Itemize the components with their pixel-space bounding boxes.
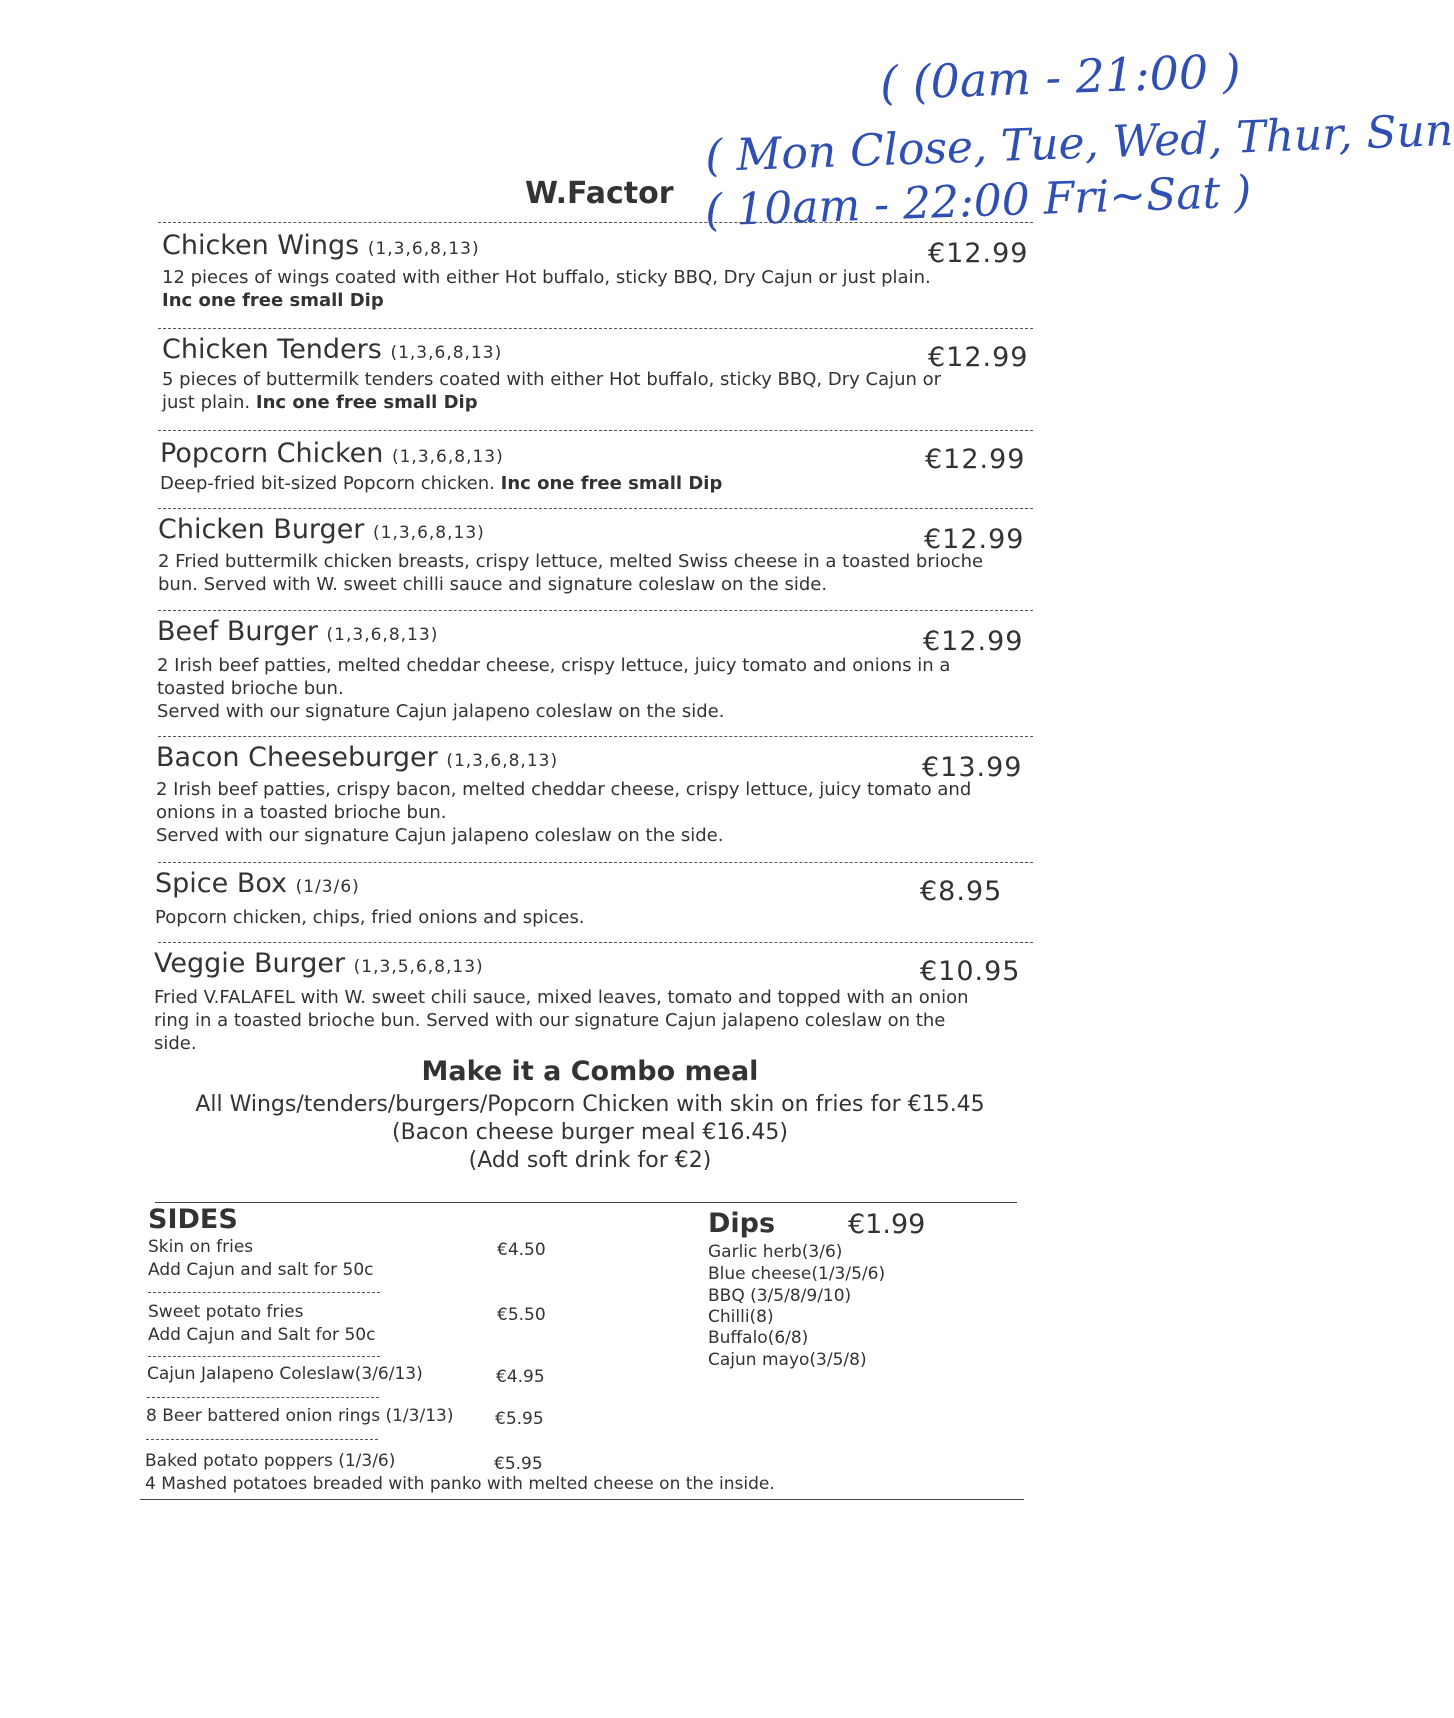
item-description: 2 Irish beef patties, crispy bacon, melted cheddar cheese, crispy lettuce, juicy tomato and onions in a toasted brioche bun. Served with our signature Cajun jalapeno coleslaw on the side. xyxy=(156,779,972,846)
dip-item: Chilli(8) xyxy=(708,1307,774,1327)
dip-item: BBQ (3/5/8/9/10) xyxy=(708,1286,852,1306)
item-price: €12.99 xyxy=(924,524,1025,555)
item-description: 2 Fried buttermilk chicken breasts, crispy lettuce, melted Swiss cheese in a toasted brioche bun. Served with W. sweet chilli sauce and signature coleslaw on the side. xyxy=(158,551,984,595)
divider xyxy=(158,430,1033,431)
combo-line-3: (Add soft drink for €2) xyxy=(468,1148,712,1173)
item-price: €13.99 xyxy=(922,752,1023,783)
dip-item: Buffalo(6/8) xyxy=(708,1328,809,1348)
dips-price: €1.99 xyxy=(848,1209,926,1240)
item-price: €12.99 xyxy=(928,238,1029,269)
divider xyxy=(158,508,1033,509)
side-note: Add Cajun and salt for 50c xyxy=(148,1260,374,1280)
side-divider xyxy=(148,1356,380,1357)
dip-item: Cajun mayo(3/5/8) xyxy=(708,1350,867,1370)
item-price: €12.99 xyxy=(928,342,1029,373)
handwritten-hours-line-1: ( (0am - 21:00 ) xyxy=(879,43,1242,111)
side-note: Add Cajun and Salt for 50c xyxy=(148,1325,376,1345)
side-divider xyxy=(146,1439,378,1440)
item-price: €8.95 xyxy=(920,876,1003,907)
allergen-codes: (1,3,6,8,13) xyxy=(367,239,480,259)
allergen-codes: (1,3,6,8,13) xyxy=(391,447,504,467)
menu-title: W.Factor xyxy=(525,176,674,211)
divider xyxy=(158,222,1033,223)
item-description: Fried V.FALAFEL with W. sweet chili sauce, mixed leaves, tomato and topped with an onion ring in a toasted brioche bun. Served with our signature Cajun jalapeno coleslaw on the side. xyxy=(154,987,969,1054)
item-name: Bacon Cheeseburger (1,3,6,8,13) xyxy=(156,742,559,773)
side-price: €5.50 xyxy=(497,1305,546,1325)
combo-line-2: (Bacon cheese burger meal €16.45) xyxy=(392,1120,788,1145)
side-name: Sweet potato fries xyxy=(148,1302,304,1322)
side-price: €4.50 xyxy=(497,1240,546,1260)
allergen-codes: (1,3,5,6,8,13) xyxy=(353,957,484,977)
side-divider xyxy=(147,1397,379,1398)
allergen-codes: (1,3,6,8,13) xyxy=(326,625,439,645)
side-name: Baked potato poppers (1/3/6) xyxy=(145,1451,396,1471)
handwritten-hours-line-3: ( 10am - 22:00 Fri~Sat ) xyxy=(704,166,1253,237)
side-name: 8 Beer battered onion rings (1/3/13) xyxy=(146,1406,454,1426)
side-price: €4.95 xyxy=(496,1367,545,1387)
item-description: 5 pieces of buttermilk tenders coated with either Hot buffalo, sticky BBQ, Dry Cajun or just plain. Inc one free small Dip xyxy=(162,369,942,413)
dip-item: Blue cheese(1/3/5/6) xyxy=(708,1264,886,1284)
side-name: Skin on fries xyxy=(148,1237,254,1257)
allergen-codes: (1,3,6,8,13) xyxy=(446,751,559,771)
allergen-codes: (1,3,6,8,13) xyxy=(390,343,503,363)
section-rule xyxy=(155,1202,1017,1203)
dip-item: Garlic herb(3/6) xyxy=(708,1242,843,1262)
side-note: 4 Mashed potatoes breaded with panko with melted cheese on the inside. xyxy=(145,1474,775,1494)
side-divider xyxy=(148,1292,380,1293)
divider xyxy=(158,736,1033,737)
combo-title: Make it a Combo meal xyxy=(421,1056,759,1087)
divider xyxy=(158,862,1033,863)
divider xyxy=(158,328,1033,329)
item-description: Deep-fried bit-sized Popcorn chicken. Inc one free small Dip xyxy=(160,473,723,494)
allergen-codes: (1/3/6) xyxy=(295,877,360,897)
item-name: Veggie Burger (1,3,5,6,8,13) xyxy=(154,948,484,979)
item-price: €12.99 xyxy=(923,626,1024,657)
side-price: €5.95 xyxy=(495,1409,544,1429)
item-description: Popcorn chicken, chips, fried onions and spices. xyxy=(155,907,585,928)
handwritten-hours-line-2: ( Mon Close, Tue, Wed, Thur, Sun xyxy=(704,104,1454,183)
section-rule xyxy=(140,1499,1024,1500)
combo-line-1: All Wings/tenders/burgers/Popcorn Chicken with skin on fries for €15.45 xyxy=(195,1092,985,1117)
item-name: Chicken Tenders (1,3,6,8,13) xyxy=(162,334,503,365)
item-name: Chicken Burger (1,3,6,8,13) xyxy=(158,514,485,545)
dips-title: Dips xyxy=(708,1208,776,1239)
item-price: €10.95 xyxy=(920,956,1021,987)
divider xyxy=(158,610,1033,611)
divider xyxy=(158,942,1033,943)
item-name: Beef Burger (1,3,6,8,13) xyxy=(157,616,439,647)
item-description: 2 Irish beef patties, melted cheddar cheese, crispy lettuce, juicy tomato and onions in a toasted brioche bun. Served with our signature Cajun jalapeno coleslaw on the side. xyxy=(157,655,951,722)
sides-title: SIDES xyxy=(148,1204,238,1235)
side-name: Cajun Jalapeno Coleslaw(3/6/13) xyxy=(147,1364,423,1384)
item-name: Popcorn Chicken (1,3,6,8,13) xyxy=(160,438,504,469)
item-name: Chicken Wings (1,3,6,8,13) xyxy=(162,230,480,261)
side-price: €5.95 xyxy=(494,1454,543,1474)
item-price: €12.99 xyxy=(925,444,1026,475)
item-name: Spice Box (1/3/6) xyxy=(155,868,360,899)
item-description: 12 pieces of wings coated with either Hot buffalo, sticky BBQ, Dry Cajun or just plain. Inc one free small Dip xyxy=(162,267,931,311)
allergen-codes: (1,3,6,8,13) xyxy=(373,523,485,543)
